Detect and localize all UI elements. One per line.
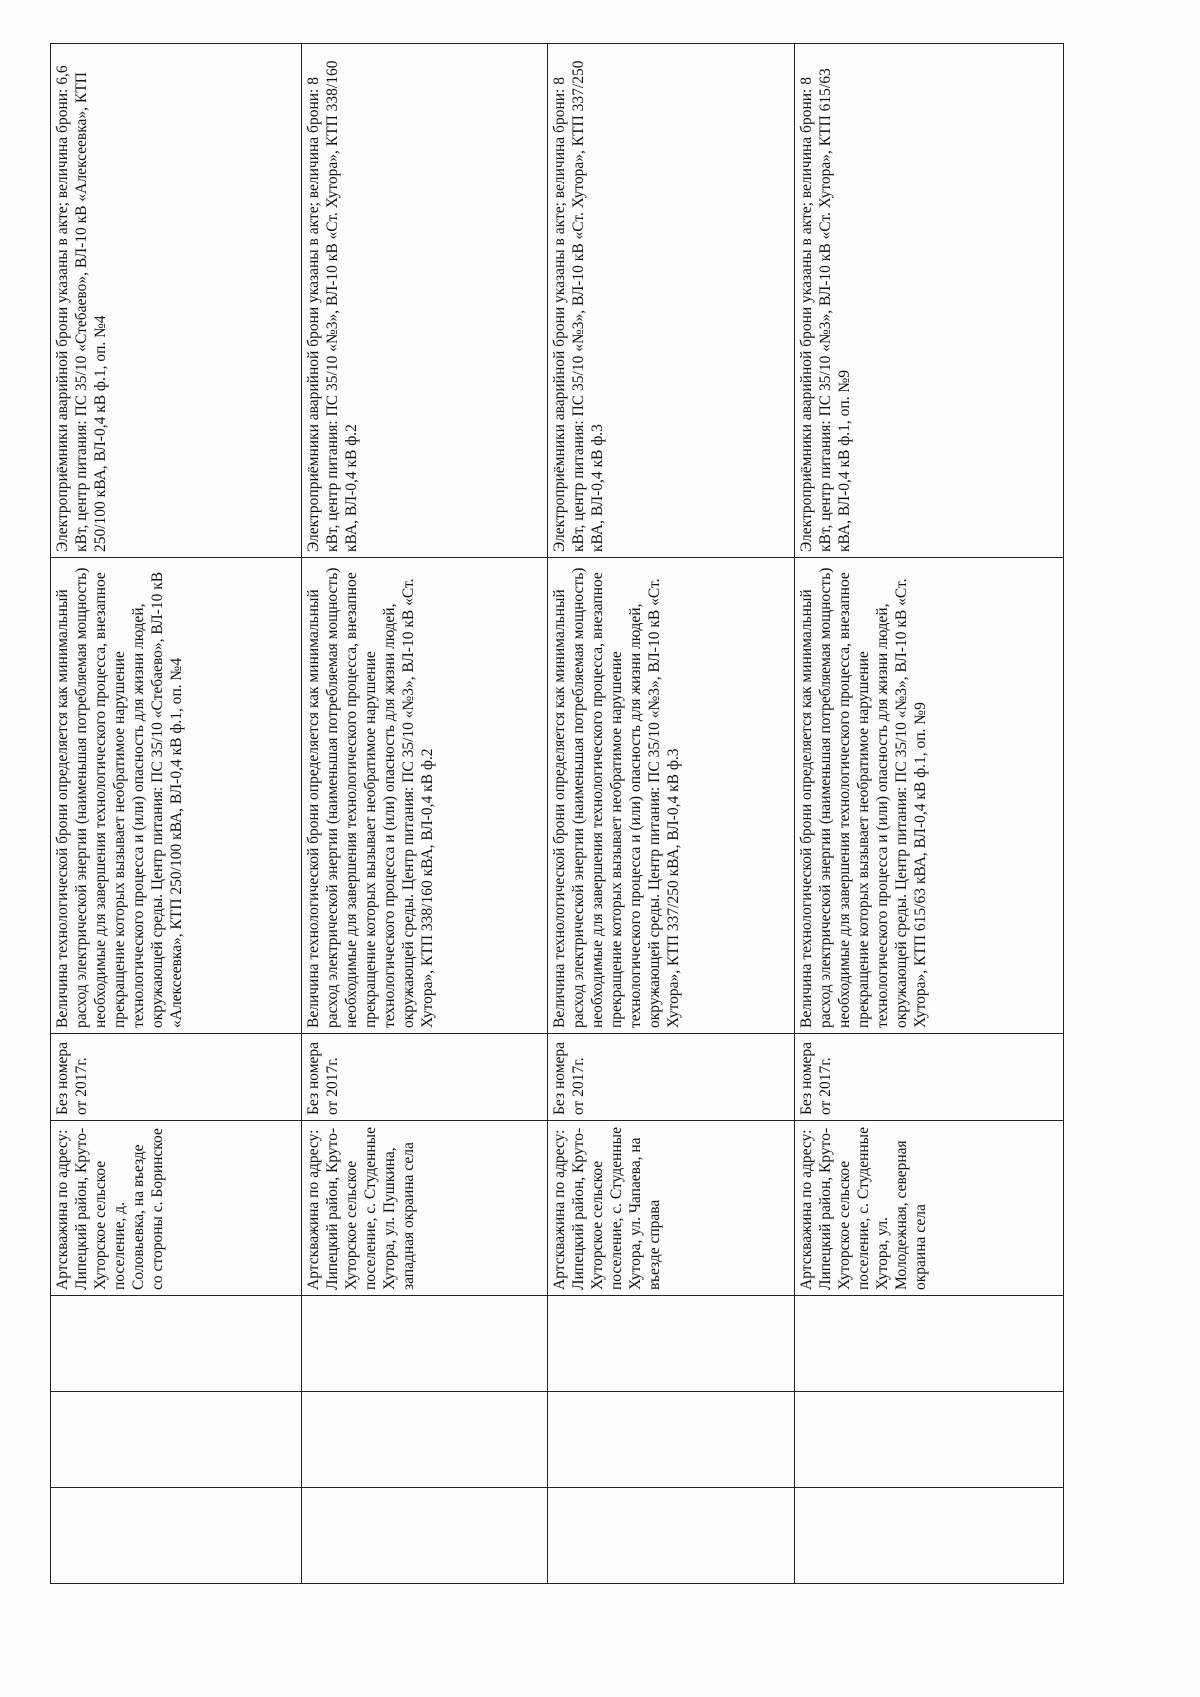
empty-cell: [301, 1488, 547, 1584]
empty-cell: [301, 1296, 547, 1392]
empty-cell: [51, 1488, 302, 1584]
power-reserve-table: [50, 43, 1064, 1584]
empty-cell: [794, 1488, 1063, 1584]
table-row: [547, 44, 794, 1584]
emergency-reserve: Электроприёмники аварийной брони указаны в акте; величина брони: 8 кВт, центр питания: ПС 35/10 «№3», ВЛ-10 кВ «Ст. Хутора», КТП 615/63 кВА, ВЛ-0,4 кВ ф.1, оп. №9: [797, 64, 853, 552]
technological-reserve: Величина технологической брони определяется как минимальный расход электрической энергии (наименьшая потребляемая мощность) необходимые для завершения технологического процесса, внезапное прекращение которых вызывает необратимое нарушение технологического процесса и (или) опасность для жизни людей, окружающей среды. Центр питания: ПС 35/10 «№3», ВЛ-10 кВ «Ст. Хутора», КТП 615/63 кВА, ВЛ-0,4 кВ ф.1, оп. №9: [797, 563, 929, 1028]
document-reference: Без номера от 2017г.: [304, 1038, 341, 1115]
technological-reserve-cell: [794, 558, 1063, 1034]
table-row: [51, 44, 302, 1584]
emergency-reserve-cell: [547, 44, 794, 558]
document-reference: Без номера от 2017г.: [797, 1038, 834, 1115]
technological-reserve: Величина технологической брони определяется как минимальный расход электрической энергии (наименьшая потребляемая мощность) необходимые для завершения технологического процесса, внезапное прекращение которых вызывает необратимое нарушение технологического процесса и (или) опасность для жизни людей, окружающей среды. Центр питания: ПС 35/10 «№3», ВЛ-10 кВ «Ст. Хутора», КТП 338/160 кВА, ВЛ-0,4 кВ ф.2: [304, 563, 436, 1028]
object-address-cell: [547, 1121, 794, 1296]
emergency-reserve-cell: [794, 44, 1063, 558]
document-reference: Без номера от 2017г.: [54, 1038, 90, 1115]
empty-cell: [794, 1296, 1063, 1392]
empty-cell: [547, 1296, 794, 1392]
object-address-cell: [51, 1121, 302, 1296]
table-row: [794, 44, 1063, 1584]
empty-cell: [547, 1488, 794, 1584]
document-cell: [301, 1034, 547, 1121]
technological-reserve-cell: [301, 558, 547, 1034]
empty-cell: [51, 1392, 302, 1488]
object-address-cell: [794, 1121, 1063, 1296]
table-row: [301, 44, 547, 1584]
emergency-reserve: Электроприёмники аварийной брони указаны в акте; величина брони: 6,6 кВт, центр питания: ПС 35/10 «Стебаево», ВЛ-10 кВ «Алексеевка», КТП 250/100 кВА, ВЛ-0,4 кВ ф.1, оп. №4: [54, 61, 109, 552]
empty-cell: [301, 1392, 547, 1488]
technological-reserve: Величина технологической брони определяется как минимальный расход электрической энергии (наименьшая потребляемая мощность) необходимые для завершения технологического процесса, внезапное прекращение которых вызывает необратимое нарушение технологического процесса и (или) опасность для жизни людей, окружающей среды. Центр питания: ПС 35/10 «№3», ВЛ-10 кВ «Ст. Хутора», КТП 337/250 кВА, ВЛ-0,4 кВ ф.3: [550, 563, 682, 1028]
document-cell: [547, 1034, 794, 1121]
technological-reserve-cell: [51, 558, 302, 1034]
empty-cell: [51, 1296, 302, 1392]
object-address: Артскважина по адресу: Липецкий район, Круто-Хуторское сельское поселение, с. Студенные Хутора, ул. Молодежная, северная окраина села: [797, 1123, 929, 1290]
object-address: Артскважина по адресу: Липецкий район, Круто-Хуторское сельское поселение, с. Студенные Хутора, ул. Пушкина, западная окраина села: [304, 1123, 417, 1290]
object-address: Артскважина по адресу: Липецкий район, Круто-Хуторское сельское поселение, д. Соловьевка, на въезде со стороны с. Боринское: [54, 1125, 166, 1290]
empty-cell: [794, 1392, 1063, 1488]
document-reference: Без номера от 2017г.: [550, 1038, 587, 1115]
document-cell: [794, 1034, 1063, 1121]
emergency-reserve: Электроприёмники аварийной брони указаны в акте; величина брони: 8 кВт, центр питания: ПС 35/10 «№3», ВЛ-10 кВ «Ст. Хутора», КТП 338/160 кВА, ВЛ-0,4 кВ ф.2: [304, 56, 360, 552]
emergency-reserve-cell: [301, 44, 547, 558]
emergency-reserve-cell: [51, 44, 302, 558]
technological-reserve: Величина технологической брони определяется как минимальный расход электрической энергии (наименьшая потребляемая мощность) необходимые для завершения технологического процесса, внезапное прекращение которых вызывает необратимое нарушение технологического процесса и (или) опасность для жизни людей, окружающей среды. Центр питания: ПС 35/10 «Стебаево», ВЛ-10 кВ «Алексеевка», КТП 250/100 кВА, ВЛ-0,4 кВ ф.1, оп. №4: [54, 563, 185, 1028]
object-address-cell: [301, 1121, 547, 1296]
technological-reserve-cell: [547, 558, 794, 1034]
document-cell: [51, 1034, 302, 1121]
emergency-reserve: Электроприёмники аварийной брони указаны в акте; величина брони: 8 кВт, центр питания: ПС 35/10 «№3», ВЛ-10 кВ «Ст. Хутора», КТП 337/250 кВА, ВЛ-0,4 кВ ф.3: [550, 56, 606, 552]
empty-cell: [547, 1392, 794, 1488]
rotated-sheet: [50, 44, 1064, 1584]
object-address: Артскважина по адресу: Липецкий район, Круто-Хуторское сельское поселение, с. Студенные Хутора, ул. Чапаева, на въезде справа: [550, 1123, 663, 1290]
